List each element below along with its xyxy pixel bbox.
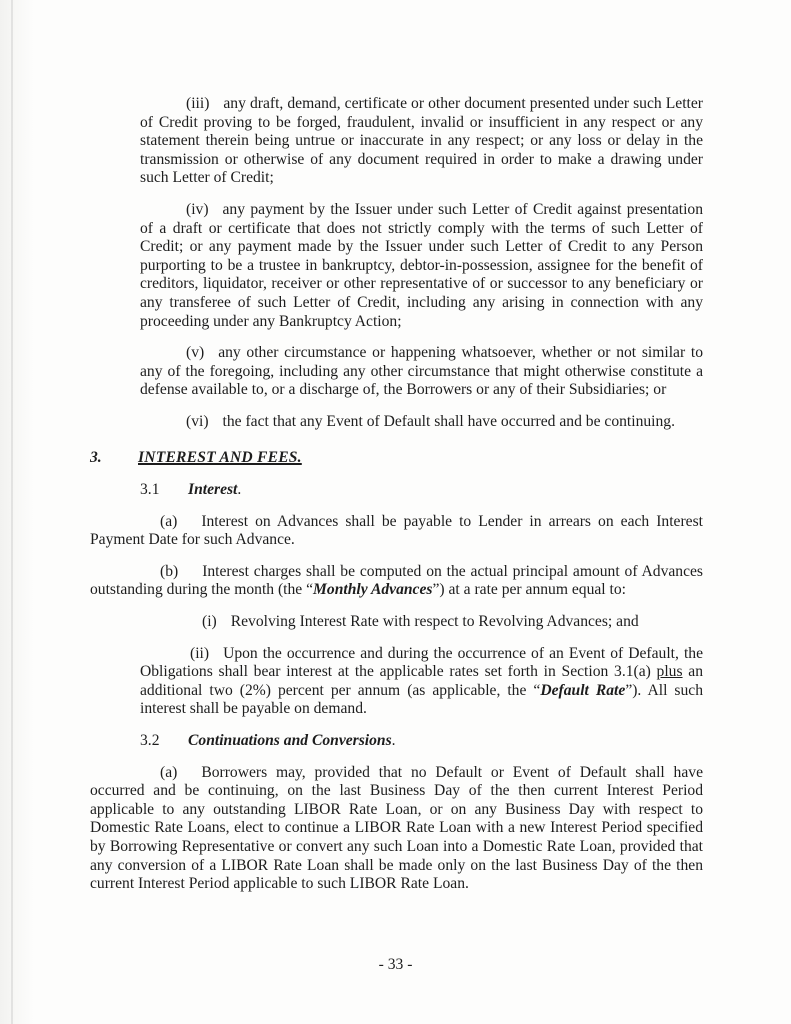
clause-iv-number: (iv) xyxy=(186,200,209,218)
clause-v-number: (v) xyxy=(186,344,205,362)
section-3-2-title: Continuations and Conversions xyxy=(188,732,392,750)
paragraph-3-1-a-number: (a) xyxy=(160,512,178,530)
underlined-word-plus: plus xyxy=(656,663,683,681)
scan-edge-shading xyxy=(0,0,34,1024)
paragraph-3-2-a-number: (a) xyxy=(160,763,178,781)
paragraph-3-1-b xyxy=(90,563,703,600)
item-3-1-b-i xyxy=(140,613,703,632)
section-3-1-number: 3.1 xyxy=(140,481,160,499)
clause-iv-text: any payment by the Issuer under such Letter of Credit against presentation of a draft or certificate that does not strictly comply with the terms of such Letter of Credit; or any payment made by the Issuer under such Letter of Credit to any Person purporting to be a trustee in bankruptcy, debtor-in-possession, assignee for the benefit of creditors, liquidator, receiver or other representative of or successor to any beneficiary or any transferee of such Letter of Credit, including any arising in connection with any proceeding under any Bankruptcy Action; xyxy=(140,200,703,330)
defined-term-monthly-advances: Monthly Advances xyxy=(313,581,433,599)
item-ii-text-3: ”). All such interest shall be payable on demand. xyxy=(140,681,703,718)
item-i-text: Revolving Interest Rate with respect to Revolving Advances; and xyxy=(230,613,639,631)
section-3-title: INTEREST AND FEES. xyxy=(138,448,302,466)
clause-v-text: any other circumstance or happening whatsoever, whether or not similar to any of the foregoing, including any other circumstance that might otherwise constitute a defense available to, or a discharge of, the Borrowers or any of their Subsidiaries; or xyxy=(140,344,703,399)
section-3-number: 3. xyxy=(90,448,102,466)
clause-v xyxy=(140,344,703,400)
item-i-number: (i) xyxy=(202,613,217,631)
section-3-2-period: . xyxy=(391,732,396,750)
section-3-1-heading xyxy=(140,481,703,500)
defined-term-default-rate: Default Rate xyxy=(540,681,626,699)
paragraph-3-1-a xyxy=(90,513,703,550)
section-3-1-title: Interest xyxy=(188,481,238,499)
clause-iii-text: any draft, demand, certificate or other document presented under such Letter of Credit proving to be forged, fraudulent, invalid or insufficient in any respect or any statement therein being untrue or inaccurate in any respect; or any loss or delay in the transmission or otherwise of any document required in order to make a drawing under such Letter of Credit; xyxy=(140,95,703,187)
clause-vi-text: the fact that any Event of Default shall have occurred and be continuing. xyxy=(222,412,675,430)
section-3-1-period: . xyxy=(237,481,242,499)
item-ii-text-2: an additional two (2%) percent per annum (as applicable, the “ xyxy=(140,663,703,699)
document-body xyxy=(90,95,703,907)
item-ii-number: (ii) xyxy=(190,644,210,662)
section-3-2-number: 3.2 xyxy=(140,732,160,750)
clause-iv xyxy=(140,201,703,331)
clause-vi xyxy=(140,413,703,432)
section-3-2-heading xyxy=(140,732,703,751)
page-number: - 33 - xyxy=(378,956,413,973)
paragraph-3-2-a xyxy=(90,764,703,894)
clause-iii-number: (iii) xyxy=(186,95,210,112)
item-ii-text-1: Upon the occurrence and during the occurrence of an Event of Default, the Obligations shall bear interest at the applicable rates set forth in Section 3.1(a) xyxy=(140,644,703,681)
scan-edge-line xyxy=(11,0,13,1024)
paragraph-3-2-a-text: Borrowers may, provided that no Default or Event of Default shall have occurred and be continuing, on the last Business Day of the then current Interest Period applicable to any outstanding LIBOR Rate Loan, or on any Business Day with respect to Domestic Rate Loans, elect to continue a LIBOR Rate Loan with a new Interest Period specified by Borrowing Representative or convert any such Loan into a Domestic Rate Loan, provided that any conversion of a LIBOR Rate Loan shall be made only on the last Business Day of the then current Interest Period applicable to such LIBOR Rate Loan. xyxy=(90,763,703,893)
item-3-1-b-ii xyxy=(140,645,703,719)
paragraph-3-1-b-text-after: ”) at a rate per annum equal to: xyxy=(432,581,626,599)
clause-vi-number: (vi) xyxy=(186,412,209,430)
clause-iii xyxy=(140,95,703,188)
section-3-heading xyxy=(90,449,703,468)
paragraph-3-1-a-text: Interest on Advances shall be payable to Lender in arrears on each Interest Payment Date for such Advance. xyxy=(90,512,703,549)
paragraph-3-1-b-number: (b) xyxy=(160,562,179,580)
paragraph-3-1-b-text-before: Interest charges shall be computed on the actual principal amount of Advances outstanding during the month (the “ xyxy=(90,562,703,599)
